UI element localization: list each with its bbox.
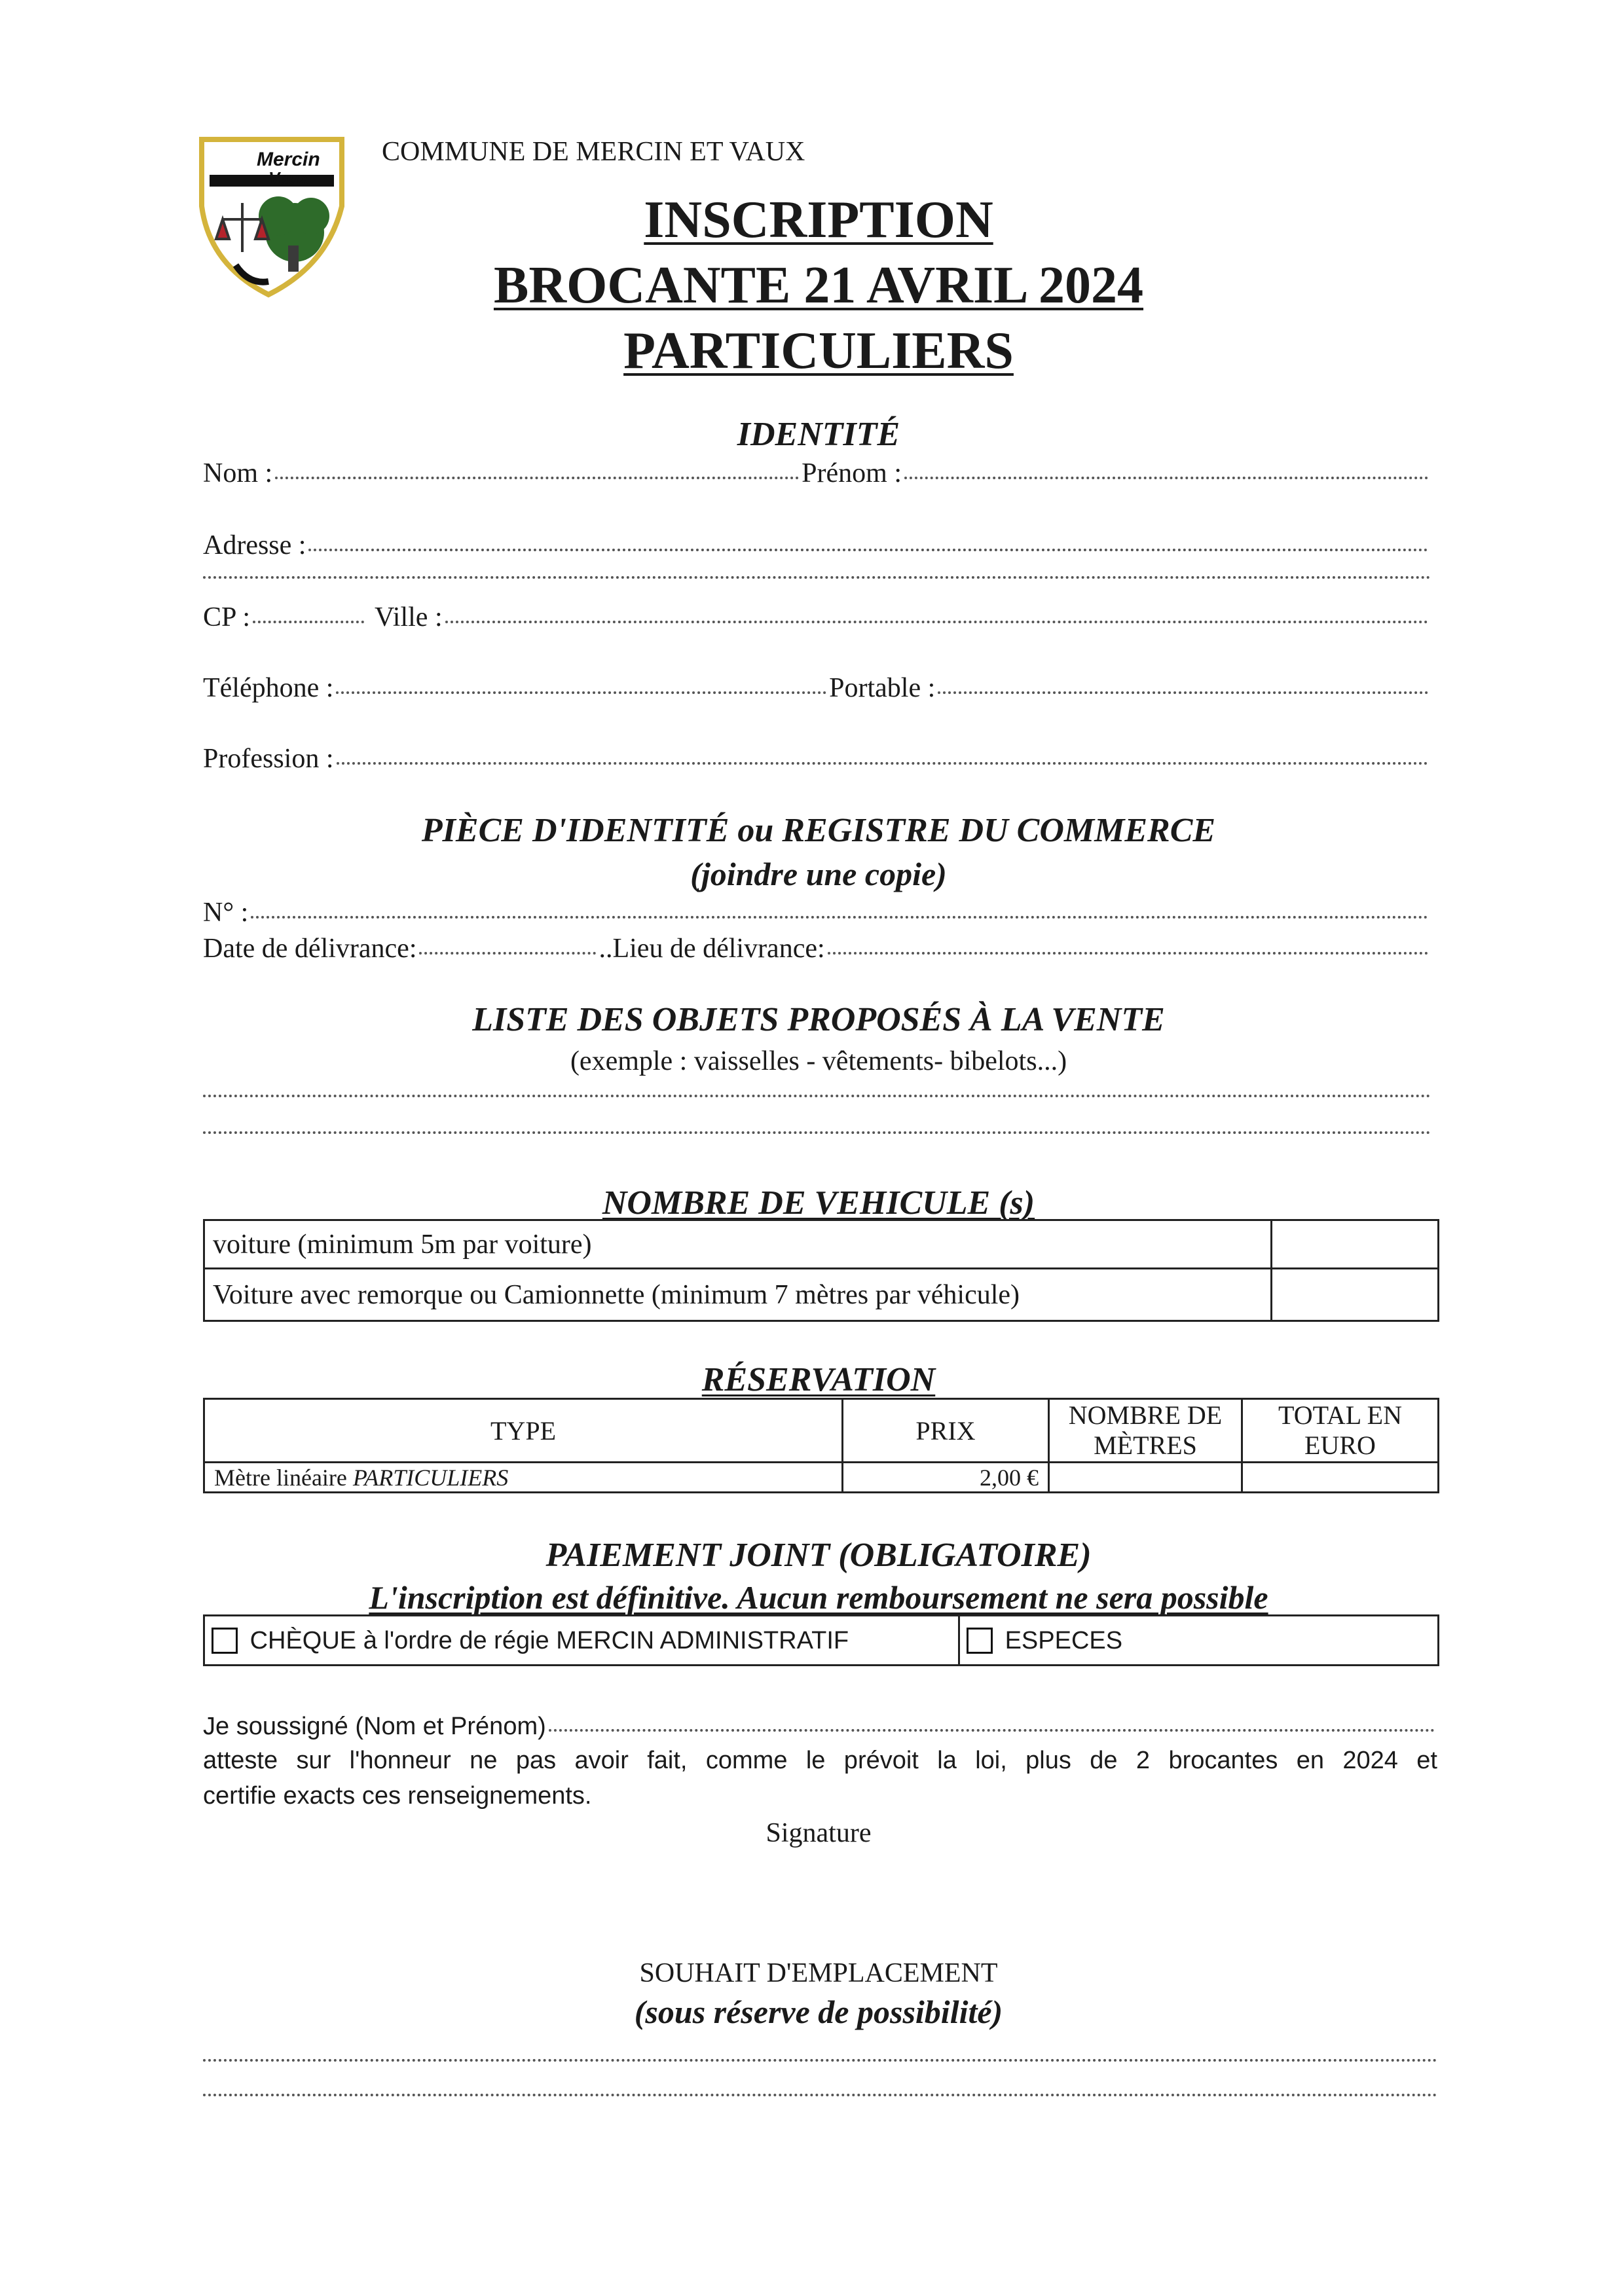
logo-text-vaux: Vaux — [268, 168, 309, 188]
cp-label: CP : — [203, 602, 250, 632]
adresse-field-line-2[interactable] — [203, 576, 1431, 579]
profession-row — [203, 745, 1431, 773]
numero-field[interactable] — [251, 916, 1428, 919]
vehicules-heading: NOMBRE DE VEHICULE (s) — [602, 1184, 1035, 1222]
profession-field[interactable] — [337, 762, 1429, 765]
portable-label: Portable : — [829, 673, 936, 703]
soussigne-label: Je soussigné (Nom et Prénom) — [203, 1713, 546, 1740]
vehicule-count-input[interactable] — [1272, 1269, 1439, 1321]
vehicule-label: voiture (minimum 5m par voiture) — [204, 1220, 1272, 1269]
option-especes[interactable] — [959, 1616, 1439, 1666]
cheque-checkbox[interactable] — [212, 1628, 238, 1654]
option-cheque[interactable] — [204, 1616, 959, 1666]
adresse-label: Adresse : — [203, 530, 306, 560]
reservation-metres-input[interactable] — [1049, 1463, 1242, 1493]
emplacement-heading: SOUHAIT D'EMPLACEMENT — [639, 1958, 998, 1988]
header-total-euro: TOTAL EN EURO — [1242, 1399, 1439, 1463]
date-delivrance-field[interactable] — [419, 952, 596, 955]
title-brocante: BROCANTE 21 AVRIL 2024 — [493, 257, 1144, 314]
paiement-options-table — [203, 1614, 1439, 1666]
emplacement-field-line-1[interactable] — [203, 2059, 1437, 2062]
reservation-type-cell — [204, 1463, 843, 1493]
soussigne-field[interactable] — [549, 1729, 1435, 1732]
cheque-label: CHÈQUE à l'ordre de régie MERCIN ADMINISTRATIF — [249, 1626, 849, 1654]
vehicule-row-remorque — [204, 1269, 1439, 1321]
logo-text-mercin: Mercin — [257, 149, 320, 170]
date-delivrance-label: Date de délivrance: — [203, 934, 417, 964]
telephone-row — [203, 674, 1431, 702]
adresse-field[interactable] — [308, 549, 1428, 551]
liste-heading: LISTE DES OBJETS PROPOSÉS À LA VENTE — [472, 1001, 1165, 1038]
reservation-table — [203, 1398, 1439, 1493]
attestation-line-3: certifie exacts ces renseignements. — [203, 1782, 592, 1810]
header-type: TYPE — [204, 1399, 843, 1463]
type-prefix: Mètre linéaire — [214, 1464, 353, 1491]
liste-field-line-1[interactable] — [203, 1095, 1431, 1097]
especes-label: ESPECES — [1005, 1626, 1123, 1654]
commune-name: COMMUNE DE MERCIN ET VAUX — [382, 137, 805, 167]
lieu-delivrance-label: ..Lieu de délivrance: — [599, 934, 825, 964]
reservation-row — [204, 1463, 1439, 1493]
reservation-header-row — [204, 1399, 1439, 1463]
header-prix: PRIX — [843, 1399, 1049, 1463]
attestation-name-row — [203, 1714, 1437, 1739]
emplacement-subheading: (sous réserve de possibilité) — [634, 1994, 1003, 2030]
reservation-heading: RÉSERVATION — [701, 1361, 936, 1398]
ville-field[interactable] — [445, 621, 1428, 623]
liste-field-line-2[interactable] — [203, 1131, 1431, 1134]
delivrance-row — [203, 935, 1431, 962]
numero-label: N° : — [203, 898, 249, 928]
cp-ville-row — [203, 604, 1431, 631]
prenom-label: Prénom : — [802, 458, 902, 488]
vehicule-label: Voiture avec remorque ou Camionnette (minimum 7 mètres par véhicule) — [204, 1269, 1272, 1321]
paiement-heading: PAIEMENT JOINT (OBLIGATOIRE) — [545, 1537, 1092, 1574]
cp-field[interactable] — [253, 621, 364, 623]
commune-logo — [196, 134, 347, 298]
paiement-notice: L'inscription est définitive. Aucun remboursement ne sera possible — [369, 1579, 1268, 1616]
piece-subheading: (joindre une copie) — [690, 856, 947, 892]
telephone-label: Téléphone : — [203, 673, 334, 703]
telephone-field[interactable] — [336, 691, 826, 694]
adresse-row — [203, 532, 1431, 559]
portable-field[interactable] — [938, 691, 1428, 694]
prenom-field[interactable] — [904, 477, 1428, 479]
attestation-line-2: atteste sur l'honneur ne pas avoir fait, comme le prévoit la loi, plus de 2 brocantes en 2024 et — [203, 1747, 1437, 1774]
nom-prenom-row — [203, 460, 1431, 487]
title-inscription: INSCRIPTION — [644, 191, 993, 249]
piece-heading: PIÈCE D'IDENTITÉ ou REGISTRE DU COMMERCE — [421, 812, 1216, 849]
ville-label: Ville : — [374, 602, 443, 632]
vehicule-row-voiture — [204, 1220, 1439, 1269]
reservation-prix-cell: 2,00 € — [843, 1463, 1049, 1493]
nom-field[interactable] — [275, 477, 799, 479]
nom-label: Nom : — [203, 458, 273, 488]
lieu-delivrance-field[interactable] — [828, 952, 1428, 955]
type-emph: PARTICULIERS — [352, 1464, 509, 1491]
emplacement-field-line-2[interactable] — [203, 2094, 1437, 2096]
signature-area[interactable] — [589, 1853, 1048, 1938]
reservation-total-input[interactable] — [1242, 1463, 1439, 1493]
numero-row — [203, 899, 1431, 926]
profession-label: Profession : — [203, 744, 334, 774]
title-particuliers: PARTICULIERS — [623, 322, 1014, 380]
signature-label: Signature — [766, 1818, 872, 1848]
especes-checkbox[interactable] — [967, 1628, 993, 1654]
header-nombre-metres: NOMBRE DE MÈTRES — [1049, 1399, 1242, 1463]
liste-example: (exemple : vaisselles - vêtements- bibelots...) — [570, 1046, 1067, 1076]
vehicule-count-input[interactable] — [1272, 1220, 1439, 1269]
vehicules-table — [203, 1219, 1439, 1322]
identite-heading: IDENTITÉ — [737, 416, 900, 453]
